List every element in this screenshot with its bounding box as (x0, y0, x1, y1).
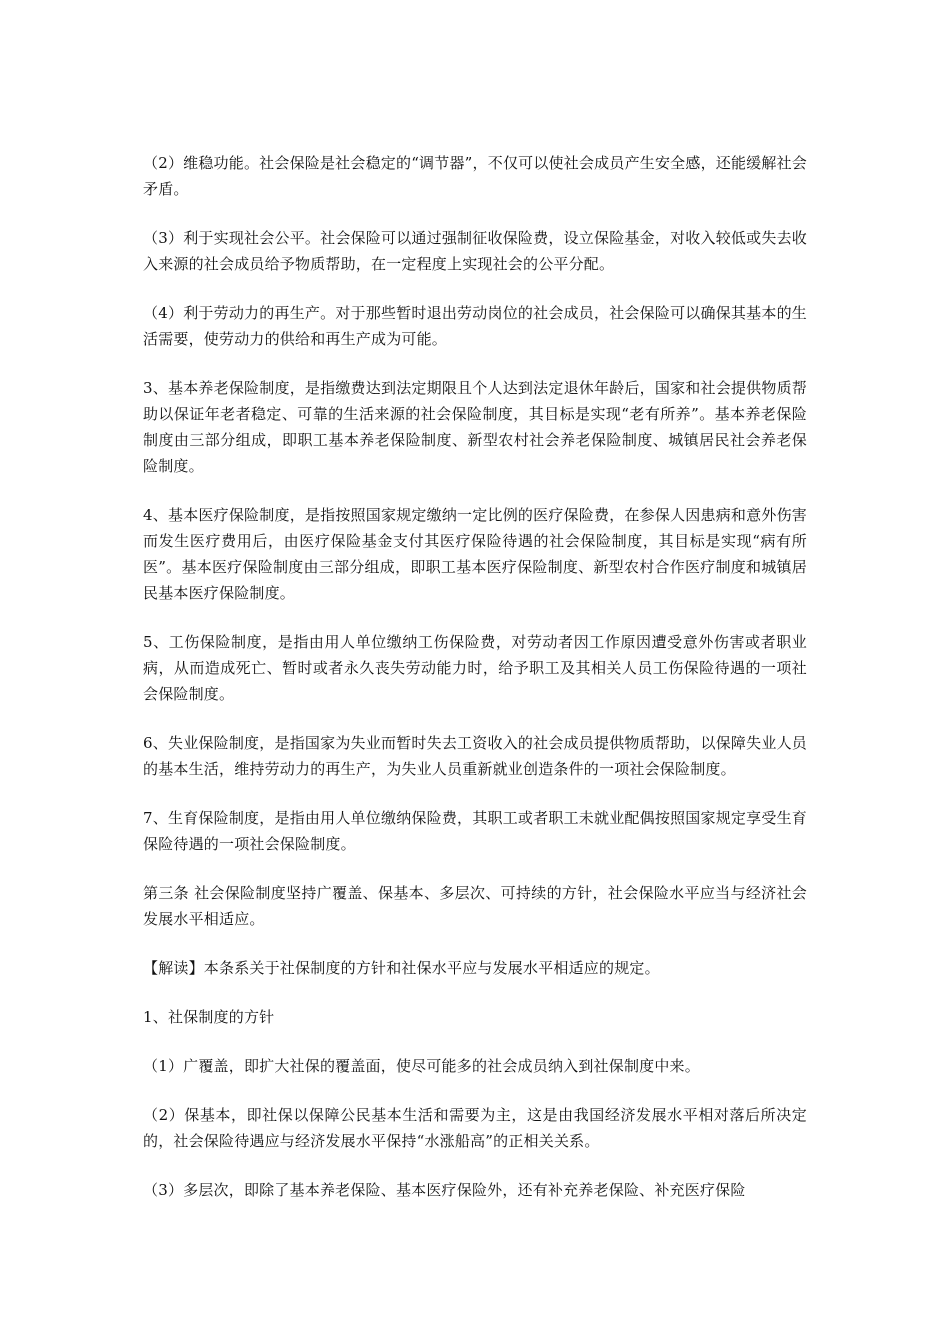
paragraph-medical-insurance: 4、基本医疗保险制度，是指按照国家规定缴纳一定比例的医疗保险费，在参保人因患病和意外伤害而发生医疗费用后，由医疗保险基金支付其医疗保险待遇的社会保险制度，其目标是实现“病有所医”。基本医疗保险制度由三部分组成，即职工基本医疗保险制度、新型农村合作医疗制度和城镇居民基本医疗保险制度。 (143, 506, 807, 602)
document-body (143, 150, 807, 1226)
paragraph-broad-coverage: （1）广覆盖，即扩大社保的覆盖面，使尽可能多的社会成员纳入到社保制度中来。 (143, 1057, 700, 1075)
paragraph-basic-protection: （2）保基本，即社保以保障公民基本生活和需要为主，这是由我国经济发展水平相对落后所决定的，社会保险待遇应与经济发展水平保持“水涨船高”的正相关关系。 (143, 1106, 807, 1150)
paragraph-article-three: 第三条 社会保险制度坚持广覆盖、保基本、多层次、可持续的方针，社会保险水平应当与经济社会发展水平相适应。 (143, 884, 807, 928)
paragraph-unemployment-insurance: 6、失业保险制度，是指国家为失业而暂时失去工资收入的社会成员提供物质帮助，以保障失业人员的基本生活，维持劳动力的再生产，为失业人员重新就业创造条件的一项社会保险制度。 (143, 734, 807, 778)
paragraph-multi-level: （3）多层次，即除了基本养老保险、基本医疗保险外，还有补充养老保险、补充医疗保险 (143, 1181, 746, 1199)
paragraph-social-fairness: （3）利于实现社会公平。社会保险可以通过强制征收保险费，设立保险基金，对收入较低或失去收入来源的社会成员给予物质帮助，在一定程度上实现社会的公平分配。 (143, 229, 807, 273)
paragraph-maternity-insurance: 7、生育保险制度，是指由用人单位缴纳保险费，其职工或者职工未就业配偶按照国家规定享受生育保险待遇的一项社会保险制度。 (143, 809, 807, 853)
paragraph-pension-insurance: 3、基本养老保险制度，是指缴费达到法定期限且个人达到法定退休年龄后，国家和社会提供物质帮助以保证年老者稳定、可靠的生活来源的社会保险制度，其目标是实现“老有所养”。基本养老保险制度由三部分组成，即职工基本养老保险制度、新型农村社会养老保险制度、城镇居民社会养老保险制度。 (143, 379, 807, 475)
paragraph-policy-heading: 1、社保制度的方针 (143, 1008, 275, 1026)
paragraph-interpretation: 【解读】本条系关于社保制度的方针和社保水平应与发展水平相适应的规定。 (143, 959, 660, 977)
paragraph-stability-function: （2）维稳功能。社会保险是社会稳定的“调节器”，不仅可以使社会成员产生安全感，还能缓解社会矛盾。 (143, 154, 807, 198)
paragraph-labor-reproduction: （4）利于劳动力的再生产。对于那些暂时退出劳动岗位的社会成员，社会保险可以确保其基本的生活需要，使劳动力的供给和再生产成为可能。 (143, 304, 807, 348)
paragraph-work-injury-insurance: 5、工伤保险制度，是指由用人单位缴纳工伤保险费，对劳动者因工作原因遭受意外伤害或者职业病，从而造成死亡、暂时或者永久丧失劳动能力时，给予职工及其相关人员工伤保险待遇的一项社会保险制度。 (143, 633, 807, 703)
